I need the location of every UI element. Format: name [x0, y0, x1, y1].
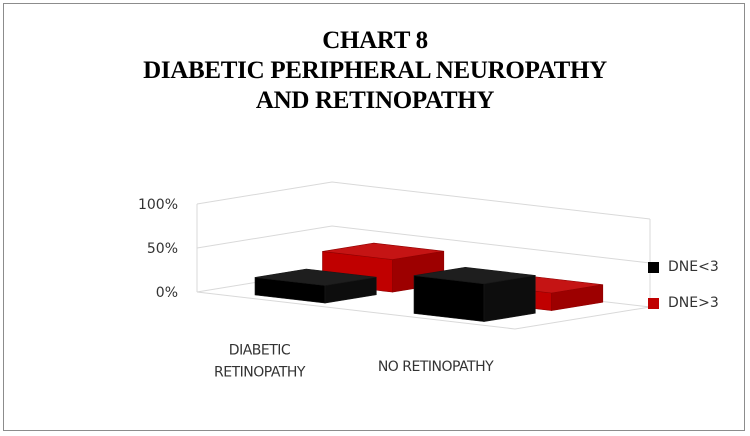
chart-title-line-3: AND RETINOPATHY	[255, 87, 495, 114]
legend-label-series-1: DNE<3	[668, 259, 719, 275]
x-tick-label-0-0: DIABETIC	[228, 342, 291, 359]
legend-swatch-series-1	[648, 262, 659, 273]
y-tick-label-0: 100%	[137, 197, 178, 213]
y-tick-label-1: 50%	[146, 241, 178, 257]
chart-title-line-1: CHART 8	[322, 27, 428, 54]
legend-item-series-1	[648, 258, 719, 276]
x-tick-label-0-1: RETINOPATHY	[214, 364, 305, 381]
bar-1-2	[414, 267, 535, 321]
y-tick-label-2: 0%	[155, 285, 178, 301]
x-tick-label-1-0: NO RETINOPATHY	[377, 358, 494, 375]
chart-legend	[648, 258, 719, 330]
chart-title-line-2: DIABETIC PERIPHERAL NEUROPATHY	[143, 57, 607, 84]
legend-item-series-2	[648, 294, 719, 312]
legend-label-series-2: DNE>3	[668, 295, 719, 311]
legend-swatch-series-2	[648, 298, 659, 309]
gridline-2	[197, 182, 650, 219]
